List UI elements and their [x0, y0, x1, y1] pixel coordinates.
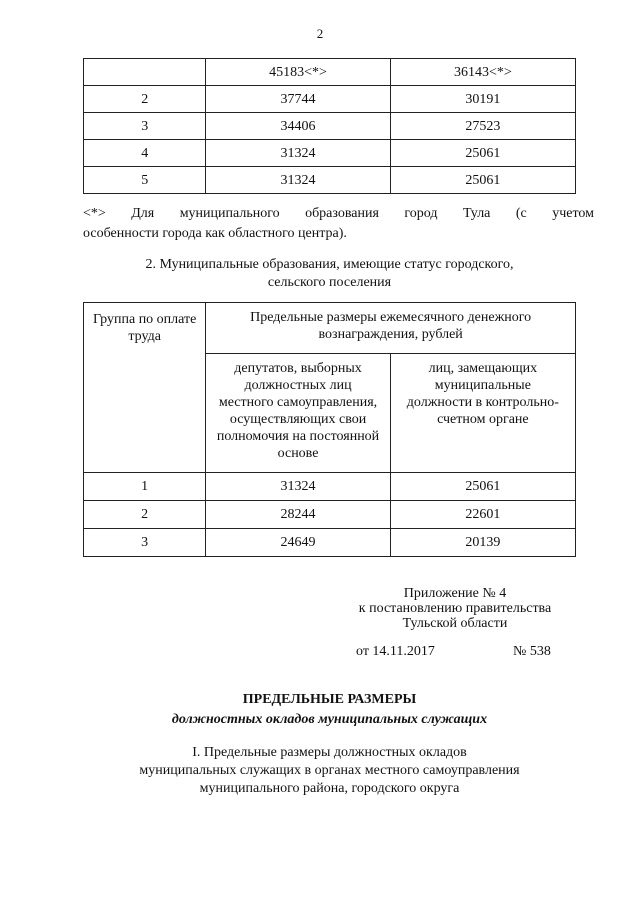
section-heading-line: I. Предельные размеры должностных окладов [192, 745, 467, 760]
table-cell: 31324 [206, 140, 390, 167]
table-cell: 34406 [206, 113, 390, 140]
header-line: лиц, замещающих [428, 361, 538, 376]
header-line: должности в контрольно- [406, 395, 559, 410]
table-cell: 31324 [206, 473, 390, 501]
order-number: № 538 [513, 644, 551, 659]
footnote-word: Тула [462, 206, 491, 221]
salary-table-settlements [83, 302, 576, 557]
table-cell: 5 [84, 167, 206, 194]
table-cell: 3 [84, 113, 206, 140]
table-cell: 25061 [390, 473, 575, 501]
title-subtitle: должностных окладов муниципальных служащих [171, 712, 488, 727]
table-cell: 2 [84, 86, 206, 113]
header-line: осуществляющих свои [229, 412, 367, 427]
subheader-cell-audit [390, 354, 575, 473]
header-line: труда [128, 329, 161, 344]
order-date: от 14.11.2017 [356, 644, 435, 659]
header-line: Предельные размеры ежемесячного денежного [250, 310, 532, 325]
page-number: 2 [316, 26, 324, 41]
footnote-word: Для [131, 206, 155, 221]
table-cell: 28244 [206, 501, 390, 529]
table-cell: 1 [84, 473, 206, 501]
table-cell: 24649 [206, 529, 390, 557]
table-cell: 20139 [390, 529, 575, 557]
table-header-row [84, 303, 576, 354]
table-cell: 27523 [390, 113, 575, 140]
footnote [83, 204, 594, 244]
table-cell: 36143<*> [390, 59, 575, 86]
table-cell: 45183<*> [206, 59, 390, 86]
table-cell: 37744 [206, 86, 390, 113]
appendix-block [340, 586, 570, 631]
footnote-word: муниципального [179, 206, 280, 221]
group-header-cell [84, 303, 206, 473]
section-heading-line: сельского поселения [267, 275, 392, 290]
title-line: ПРЕДЕЛЬНЫЕ РАЗМЕРЫ [242, 692, 417, 707]
footnote-word: образования [305, 206, 379, 221]
salary-table-urban-districts [83, 58, 576, 194]
table-cell: 25061 [390, 167, 575, 194]
section-heading-line: 2. Муниципальные образования, имеющие статус городского, [145, 257, 514, 272]
appendix-line: Приложение № 4 [403, 586, 507, 601]
header-line: местного самоуправления, [218, 395, 378, 410]
table-cell: 30191 [390, 86, 575, 113]
header-line: должностных лиц [244, 378, 352, 393]
footnote-line [83, 204, 594, 224]
section-heading-line: муниципальных служащих в органах местного самоуправления [139, 763, 520, 778]
table-cell: 22601 [390, 501, 575, 529]
header-line: Группа по оплате [92, 312, 197, 327]
header-line: депутатов, выборных [234, 361, 362, 376]
header-line: муниципальные [434, 378, 531, 393]
table-row [84, 140, 576, 167]
subheader-cell-deputies [206, 354, 390, 473]
table-cell [84, 59, 206, 86]
header-line: основе [277, 446, 319, 461]
header-line: счетном органе [437, 412, 529, 427]
table-row [84, 86, 576, 113]
table-cell: 2 [84, 501, 206, 529]
main-header-cell [206, 303, 576, 354]
table-cell: 3 [84, 529, 206, 557]
appendix-line: к постановлению правительства [358, 601, 552, 616]
table-row [84, 167, 576, 194]
table-row [84, 529, 576, 557]
section-heading-line: муниципального района, городского округа [199, 781, 460, 796]
section-heading-settlements [83, 256, 576, 292]
table-row [84, 501, 576, 529]
header-line: вознаграждения, рублей [318, 327, 463, 342]
footnote-word: (с [515, 206, 527, 221]
table-cell: 31324 [206, 167, 390, 194]
document-title [83, 690, 576, 730]
table-row [84, 473, 576, 501]
appendix-line: Тульской области [402, 616, 508, 631]
header-line: полномочия на постоянной [216, 429, 380, 444]
table-row [84, 113, 576, 140]
footnote-line: особенности города как областного центра). [83, 226, 347, 241]
footnote-word: <*> [83, 206, 106, 221]
table-cell: 25061 [390, 140, 575, 167]
table-cell: 4 [84, 140, 206, 167]
footnote-word: учетом [552, 206, 594, 221]
table-header-row [84, 59, 576, 86]
section-heading-districts [83, 744, 576, 798]
footnote-word: город [404, 206, 438, 221]
